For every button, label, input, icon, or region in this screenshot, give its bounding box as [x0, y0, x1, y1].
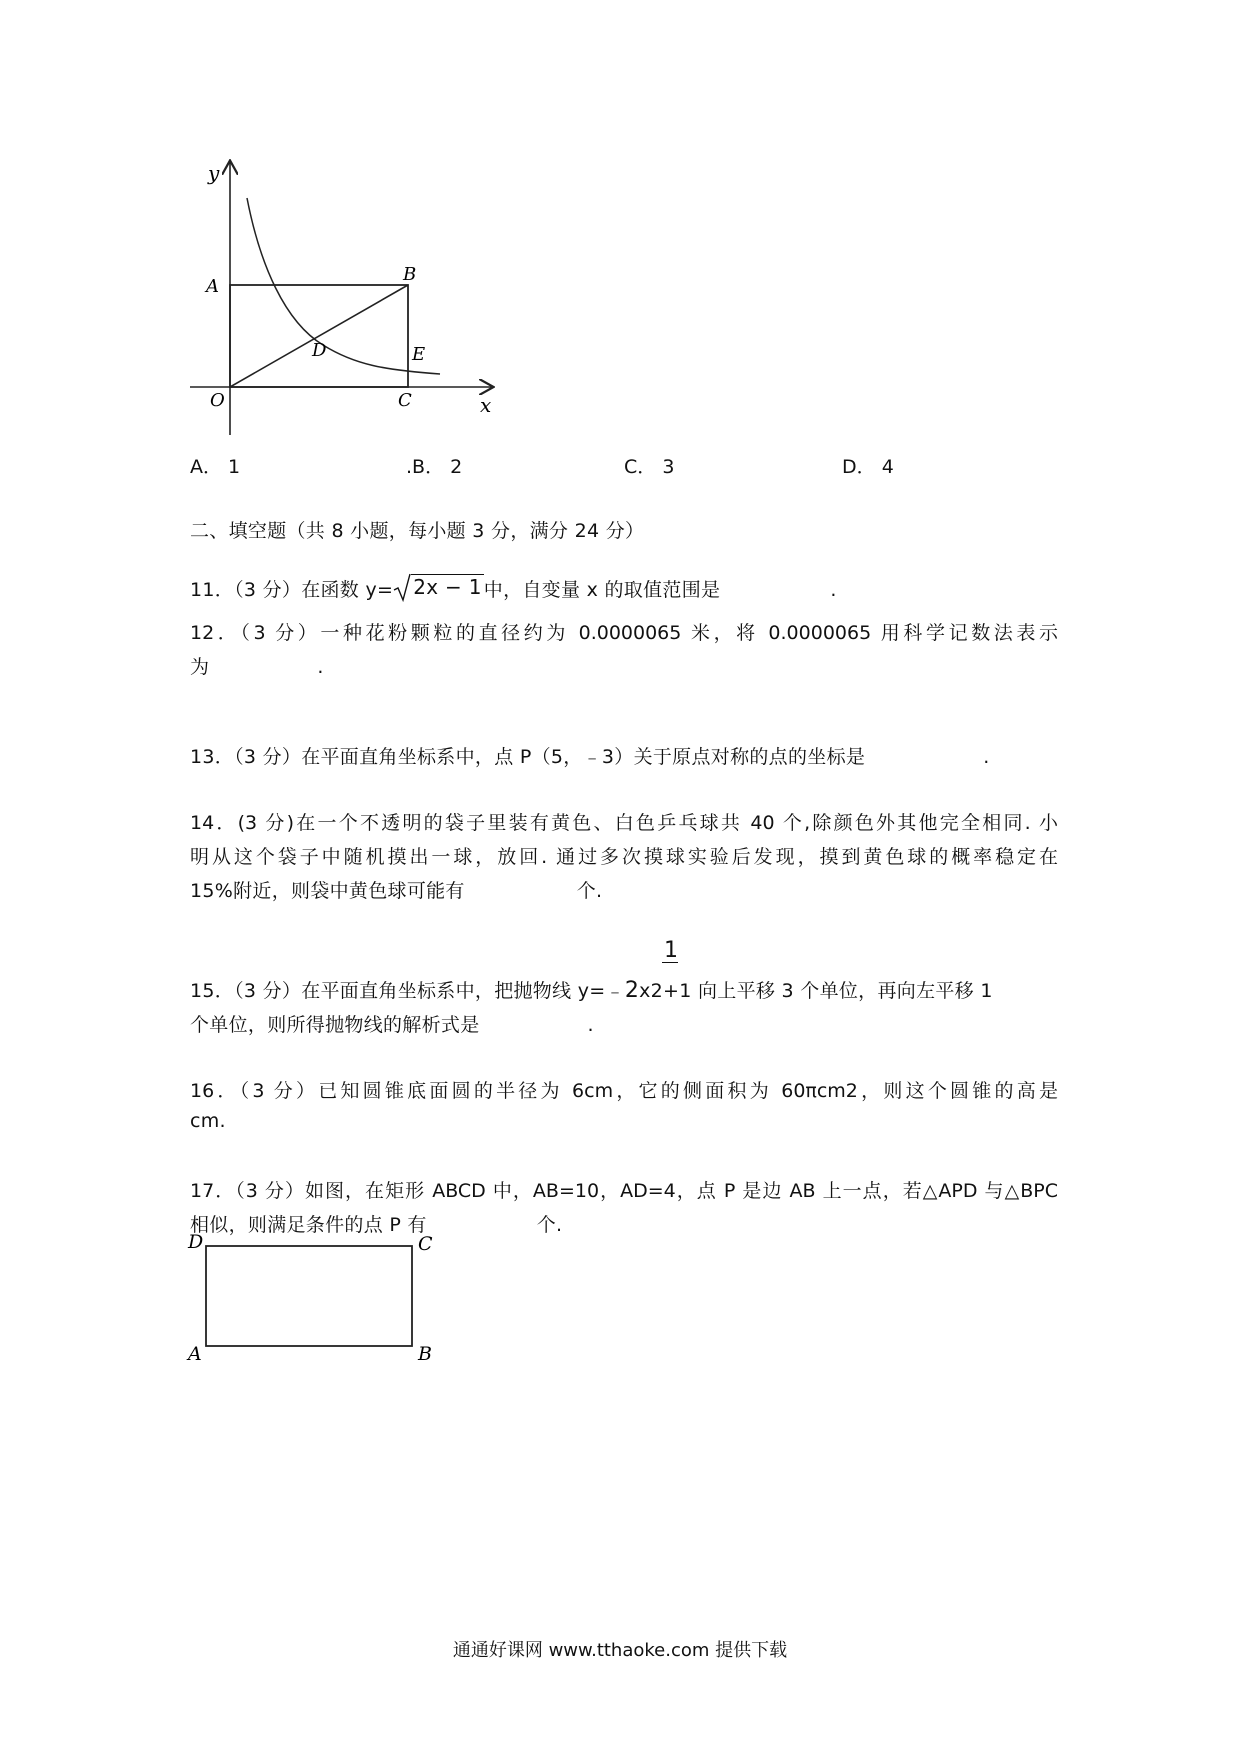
question-17-line2: 相似，则满足条件的点 P 有 个. — [190, 1214, 563, 1236]
question-16-line1: 16．（3 分）已知圆锥底面圆的半径为 6cm，它的侧面积为 60πcm2，则这个圆锥的高是 — [190, 1080, 1058, 1102]
question-11: 11．（3 分）在函数 y= 2x − 1 中，自变量 x 的取值范围是 . — [190, 572, 837, 602]
label-y: y — [208, 161, 220, 185]
option-b: .B． 2 — [406, 456, 463, 478]
fraction-bar — [662, 962, 678, 963]
label-b: B — [403, 264, 417, 285]
diagonal-ob — [230, 285, 408, 387]
question-14-line3: 15%附近，则袋中黄色球可能有 个. — [190, 880, 603, 902]
question-12-line1: 12．（3 分）一种花粉颗粒的直径约为 0.0000065 米，将 0.0000065 用科学记数法表示 — [190, 622, 1058, 644]
label-o: O — [210, 390, 225, 411]
section-title: 二、填空题（共 8 小题，每小题 3 分，满分 24 分） — [190, 520, 645, 542]
question-14-line2: 明从这个袋子中随机摸出一球，放回. 通过多次摸球实验后发现，摸到黄色球的概率稳定在 — [190, 846, 1058, 868]
sqrt-expression: 2x − 1 — [393, 572, 484, 602]
question-16-line2: cm. — [190, 1110, 226, 1132]
rectangle-abcd — [206, 1246, 412, 1346]
label-d: D — [188, 1231, 204, 1253]
label-a: A — [188, 1343, 202, 1365]
fraction-denominator: 2 — [624, 978, 640, 1003]
label-a: A — [206, 276, 219, 297]
label-b: B — [418, 1343, 432, 1365]
footer-credit: 通通好课网 www.tthaoke.com 提供下载 — [452, 1640, 788, 1661]
label-e: E — [412, 344, 426, 365]
label-x: x — [480, 393, 492, 417]
question-13: 13．（3 分）在平面直角坐标系中，点 P（5，﹣3）关于原点对称的点的坐标是 . — [190, 746, 990, 768]
label-c: C — [418, 1233, 433, 1255]
label-c: C — [398, 390, 412, 411]
option-a: A． 1 — [190, 456, 241, 478]
label-d: D — [312, 340, 327, 361]
question-15-line1: 15．（3 分）在平面直角坐标系中，把抛物线 y=﹣2x2+1 向上平移 3 个单位，再向左平移 1 — [190, 978, 993, 1003]
graph-figure — [180, 150, 520, 440]
question-17-line1: 17．（3 分）如图，在矩形 ABCD 中，AB=10，AD=4，点 P 是边 AB 上一点，若△APD 与△BPC — [190, 1180, 1058, 1202]
question-15-line2: 个单位，则所得抛物线的解析式是 . — [190, 1014, 594, 1036]
fraction-numerator: 1 — [664, 938, 678, 963]
option-d: D． 4 — [842, 456, 894, 478]
rectangle-figure — [182, 1230, 442, 1370]
question-14-line1: 14．(3 分)在一个不透明的袋子里装有黄色、白色乒乓球共 40 个,除颜色外其他完全相同. 小 — [190, 812, 1058, 834]
question-12-line2: 为 . — [190, 656, 324, 678]
option-c: C． 3 — [624, 456, 675, 478]
